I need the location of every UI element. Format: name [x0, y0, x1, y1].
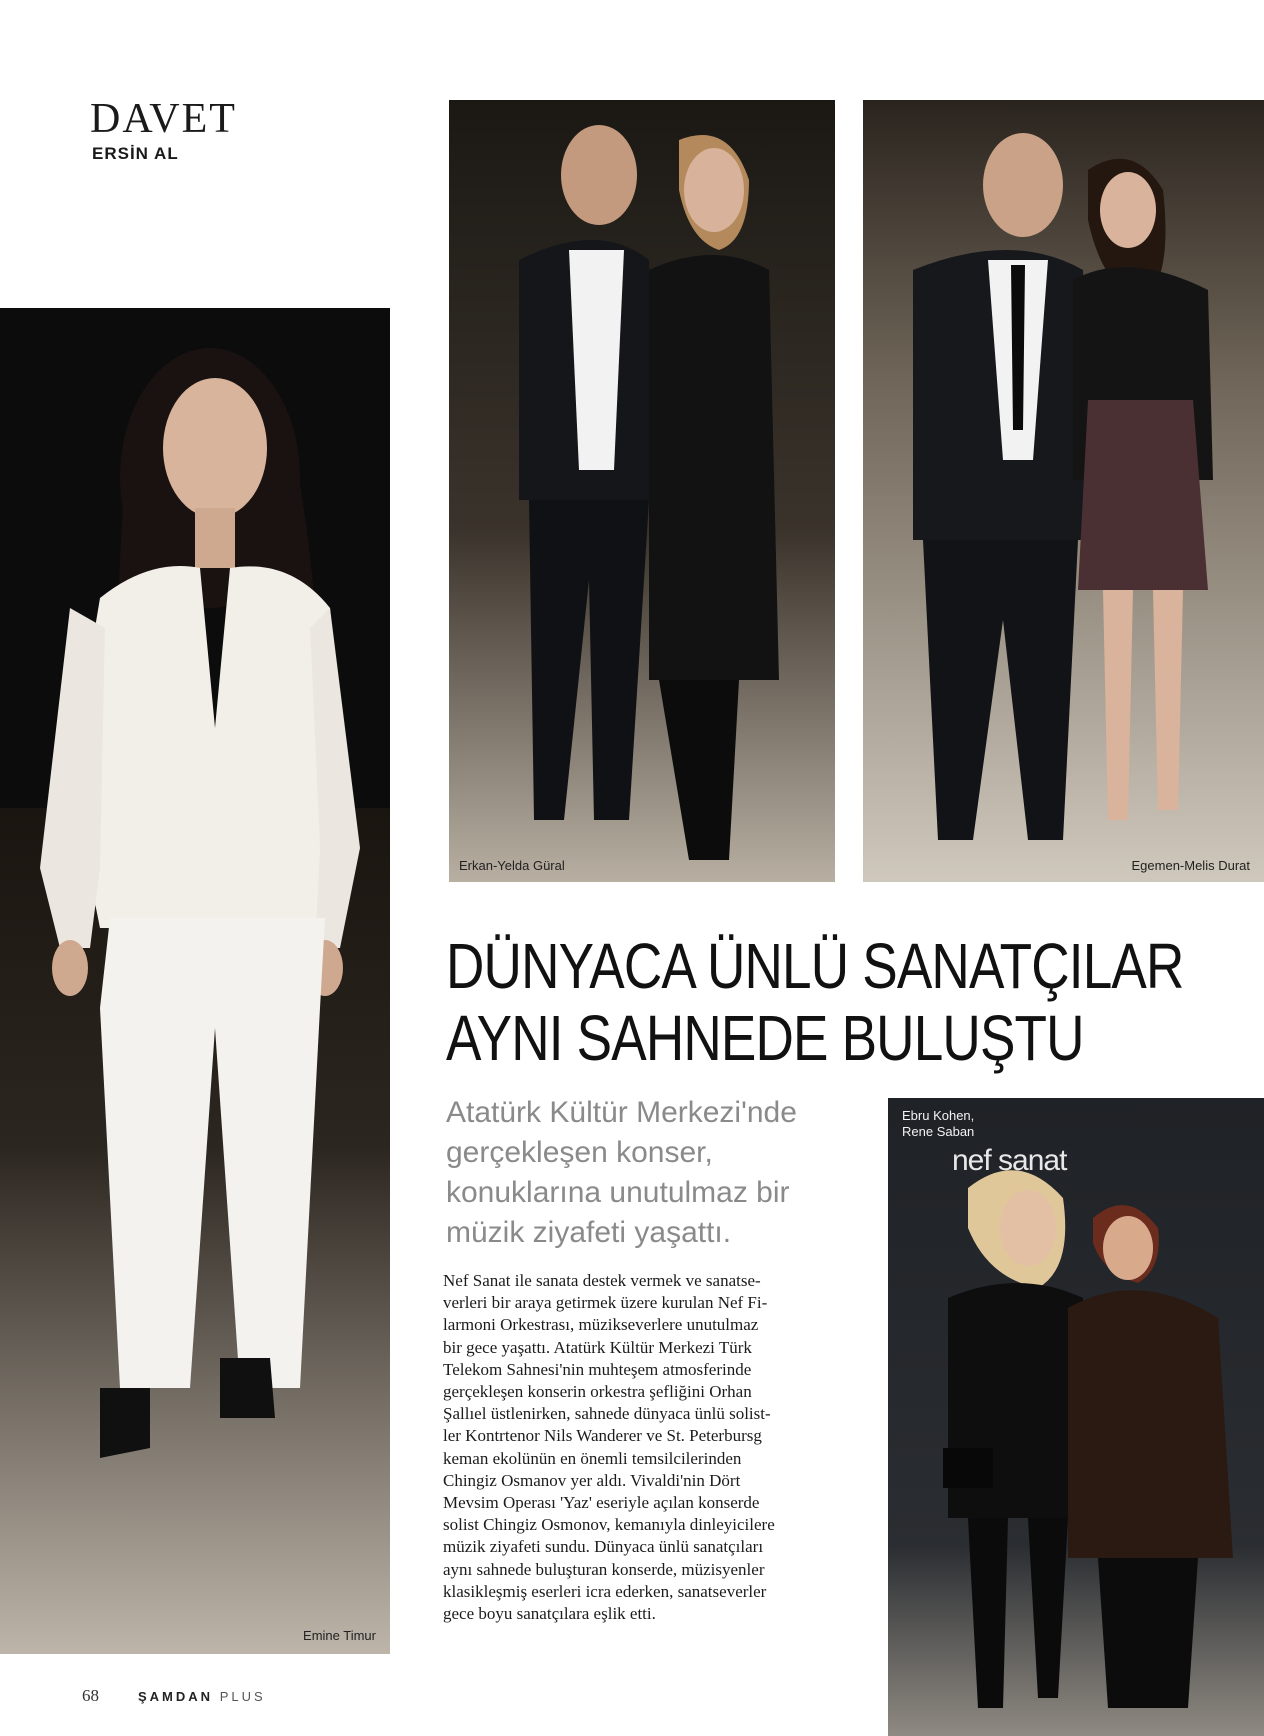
photo-egemen-melis-durat	[863, 100, 1264, 882]
photo-caption: Erkan-Yelda Güral	[459, 857, 565, 873]
body-line: klasikleşmiş eserleri icra ederken, sanatseverler	[443, 1581, 767, 1601]
article-headline	[446, 930, 1184, 1074]
body-line: verleri bir araya getirmek üzere kurulan Nef Fi-	[443, 1293, 768, 1313]
photo-caption: Emine Timur	[303, 1627, 376, 1643]
photo-emine-timur	[0, 308, 390, 1654]
magazine-title: ŞAMDAN	[138, 1689, 214, 1704]
magazine-name	[138, 1689, 266, 1704]
article-deck	[446, 1093, 866, 1253]
body-line: Chingiz Osmanov yer aldı. Vivaldi'nin Dört	[443, 1470, 741, 1490]
body-line: müzik ziyafeti sundu. Dünyaca ünlü sanatçıları	[443, 1537, 764, 1557]
photo-ebru-kohen-rene-saban-image	[888, 1098, 1264, 1736]
body-line: keman ekolünün en önemli temsilcilerinden	[443, 1448, 742, 1468]
photo-erkan-yelda-gural-image	[449, 100, 835, 882]
section-label: DAVET	[90, 96, 237, 142]
body-line: aynı sahnede buluşturan konserde, müzisyenler	[443, 1559, 765, 1579]
page-number: 68	[82, 1686, 99, 1705]
article-body	[443, 1270, 853, 1625]
photo-emine-timur-image	[0, 308, 390, 1654]
body-line: Nef Sanat ile sanata destek vermek ve sanatse-	[443, 1271, 761, 1290]
deck-line: konuklarına unutulmaz bir	[446, 1176, 790, 1209]
body-line: Telekom Sahnesi'nin muhteşem atmosferinde	[443, 1359, 752, 1379]
deck-line: müzik ziyafeti yaşattı.	[446, 1216, 732, 1249]
magazine-suffix: PLUS	[219, 1689, 266, 1704]
body-line: Mevsim Operası 'Yaz' eseriyle açılan konserde	[443, 1493, 760, 1513]
photo-ebru-kohen-rene-saban	[888, 1098, 1264, 1736]
photo-caption: Ebru Kohen, Rene Saban	[902, 1108, 975, 1140]
headline-line: DÜNYACA ÜNLÜ SANATÇILAR	[446, 930, 1184, 1002]
body-line: larmoni Orkestrası, müzikseverlere unutulmaz	[443, 1315, 759, 1335]
photo-caption: Egemen-Melis Durat	[1131, 857, 1250, 873]
photo-egemen-melis-durat-image	[863, 100, 1264, 882]
headline-line: AYNI SAHNEDE BULUŞTU	[446, 1002, 1084, 1074]
body-line: gece boyu sanatçılara eşlik etti.	[443, 1604, 656, 1624]
body-line: ler Kontrtenor Nils Wanderer ve St. Peterbursg	[443, 1426, 762, 1446]
body-line: gerçekleşen konserin orkestra şefliğini Orhan	[443, 1382, 752, 1402]
body-line: bir gece yaşattı. Atatürk Kültür Merkezi Türk	[443, 1337, 752, 1357]
photo-erkan-yelda-gural	[449, 100, 835, 882]
backdrop-logo-text: nef sanat	[952, 1144, 1067, 1177]
body-line: solist Chingiz Osmonov, kemanıyla dinleyicilere	[443, 1515, 775, 1535]
author-name: ERSİN AL	[92, 144, 179, 163]
deck-line: gerçekleşen konser,	[446, 1136, 713, 1169]
body-line: Şallıel üstlenirken, sahnede dünyaca ünlü solist-	[443, 1404, 771, 1424]
deck-line: Atatürk Kültür Merkezi'nde	[446, 1096, 797, 1129]
